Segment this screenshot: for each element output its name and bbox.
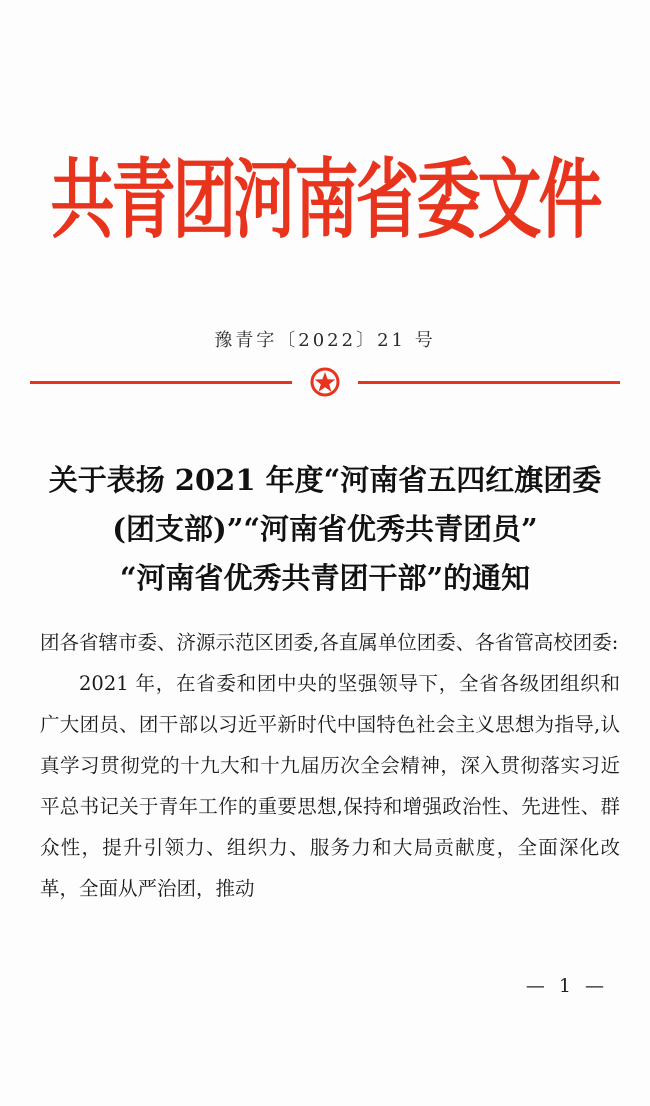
org-title: 共青团河南省委文件	[50, 151, 600, 252]
divider-line-right	[358, 381, 620, 384]
divider-line-left	[30, 381, 292, 384]
notice-title-line: 关于表扬 2021 年度“河南省五四红旗团委	[48, 463, 602, 497]
page-number: — 1 —	[525, 975, 608, 997]
document-number: 豫青字〔2022〕21 号	[214, 330, 436, 351]
notice-title	[20, 456, 630, 603]
body-paragraph: 2021 年，在省委和团中央的坚强领导下，全省各级团组织和广大团员、团干部以习近平新时代中国特色社会主义思想为指导,认真学习贯彻党的十九大和十九届历次全会精神，深入贯彻落实习近平总书记关于青年工作的重要思想,保持和增强政治性、先进性、群众性，提升引领力、组织力、服务力和大局贡献度，全面深化改革，全面从严治团，推动	[40, 672, 620, 900]
star-emblem-icon	[309, 366, 341, 398]
notice-title-line: (团支部)”“河南省优秀共青团员”	[112, 512, 538, 546]
body-text	[40, 622, 620, 909]
red-divider	[30, 366, 620, 398]
notice-title-line: “河南省优秀共青团干部”的通知	[119, 561, 531, 595]
addressee: 团各省辖市委、济源示范区团委,各直属单位团委、各省管高校团委:	[40, 631, 619, 654]
